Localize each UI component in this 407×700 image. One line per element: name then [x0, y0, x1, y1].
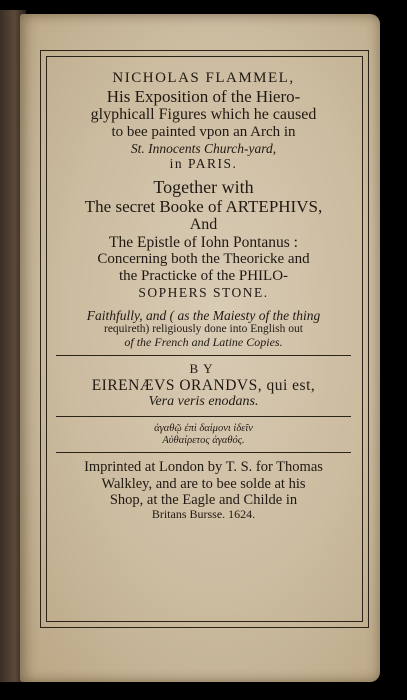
by-label: BY [189, 361, 218, 377]
faithfully-line-3: of the French and Latine Copies. [124, 334, 283, 349]
faithfully-line-1: Faithfully, and ( as the Maiesty of the thing [86, 307, 321, 323]
practicke-line: the Practicke of the PHILO- [118, 268, 289, 284]
author-motto: Vera veris enodans. [148, 394, 259, 410]
faithfully-line-2: requireth) religiously done into English out [104, 323, 303, 336]
author-line: EIRENÆVS ORANDVS, qui est, [91, 376, 316, 394]
title-page-text [52, 64, 355, 522]
imprint-line-1: Imprinted at London by T. S. for Thomas [84, 459, 323, 476]
together-with: Together with [153, 176, 254, 197]
title-line-4: to bee painted vpon an Arch in [111, 123, 296, 140]
title-line-3: glyphicall Figures which he caused [90, 105, 317, 123]
imprint-line-2: Walkley, and are to bee solde at his [101, 475, 306, 492]
divider-rule [56, 416, 351, 417]
title-line-2: His Exposition of the Hiero- [106, 86, 301, 106]
divider-rule [56, 355, 351, 356]
artephius-line: The secret Booke of ARTEPHIVS, [84, 196, 323, 216]
and-line: And [189, 215, 218, 233]
stone-line: SOPHERS STONE. [138, 284, 269, 300]
imprint-line-4: Britans Bursse. 1624. [151, 507, 256, 522]
concerning-line: Concerning both the Theoricke and [97, 251, 310, 268]
title-line-5: St. Innocents Church-yard, [130, 140, 277, 156]
divider-rule [56, 452, 351, 453]
title-line-1: NICHOLAS FLAMMEL, [112, 70, 295, 86]
greek-motto-2: Αὐθαίρετος ἀγαθός. [162, 434, 245, 446]
imprint-line-3: Shop, at the Eagle and Childe in [109, 491, 298, 508]
greek-motto-1: ἀγαθῷ ἐπὶ δαίμονι ἰδεῖν [154, 422, 253, 434]
pontanus-line: The Epistle of Iohn Pontanus : [109, 233, 298, 251]
title-line-6: in PARIS. [169, 155, 238, 171]
